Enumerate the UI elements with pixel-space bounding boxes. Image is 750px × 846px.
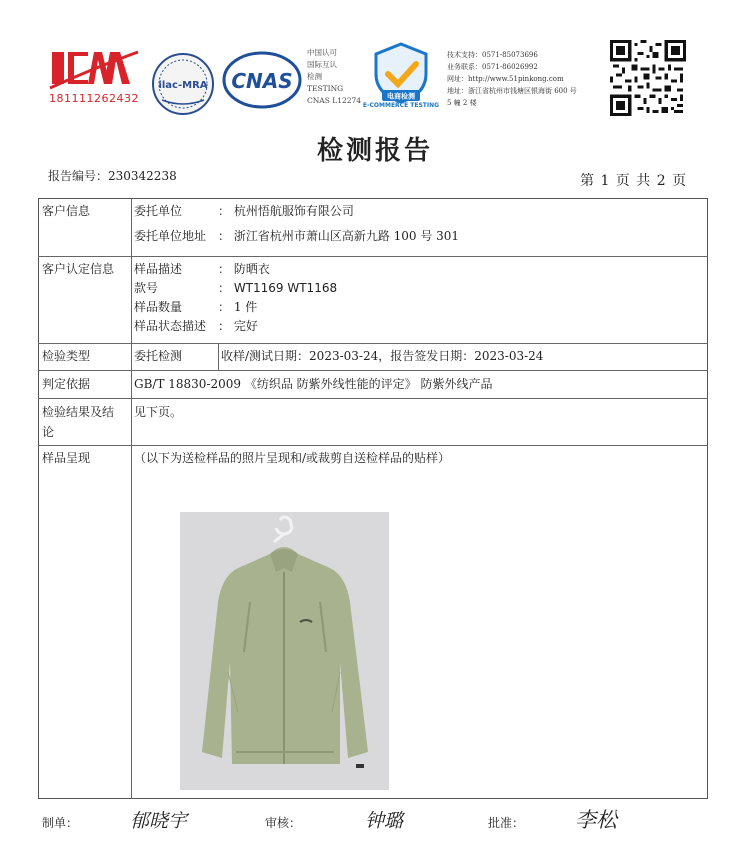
report-number: 报告编号：230342238 xyxy=(48,169,177,183)
sample-photo xyxy=(180,512,389,790)
row-divider xyxy=(38,445,708,446)
dates-value: 收样/测试日期：2023-03-24，报告签发日期：2023-03-24 xyxy=(221,349,544,363)
basis-label: 判定依据 xyxy=(42,377,91,391)
cnas-accreditation-text xyxy=(307,47,361,107)
cma-logo xyxy=(44,48,144,118)
client-address-key: 委托单位地址 xyxy=(134,229,207,243)
qr-code xyxy=(610,40,686,116)
sample-desc-value: ： 防晒衣 xyxy=(218,262,270,276)
header-logos xyxy=(0,30,750,120)
row-divider xyxy=(38,398,708,399)
result-value: 见下页。 xyxy=(134,405,183,419)
contact-line: 地址：浙江省杭州市钱塘区银海街 600 号 xyxy=(447,87,577,95)
reviewer-label: 审核： xyxy=(265,816,302,830)
contact-info xyxy=(447,49,577,109)
ecommerce-sub-label: E-COMMERCE TESTING xyxy=(362,102,440,109)
svg-text:ilac-MRA: ilac-MRA xyxy=(158,80,208,91)
contact-line: 5 幢 2 楼 xyxy=(447,99,477,107)
row-divider xyxy=(38,256,708,257)
column-divider xyxy=(218,343,219,370)
inspection-type-value: 委托检测 xyxy=(134,349,183,363)
page-number: 第 1 页 共 2 页 xyxy=(580,173,688,189)
client-unit-key: 委托单位 xyxy=(134,204,183,218)
reviewer-signature: 钟璐 xyxy=(365,810,404,832)
row-divider xyxy=(38,343,708,344)
contact-line: 网址：http://www.51pinkong.com xyxy=(447,75,564,83)
maker-label: 制单： xyxy=(42,816,79,830)
report-title: 检测报告 xyxy=(316,136,433,166)
svg-text:电商检测: 电商检测 xyxy=(387,92,415,101)
style-no-value: ： WT1169 WT1168 xyxy=(218,281,338,295)
client-info-label: 客户信息 xyxy=(42,204,91,218)
svg-text:CNAS: CNAS xyxy=(231,69,293,93)
cnas-info-line: 国际互认 xyxy=(307,60,337,69)
cnas-info-line: TESTING xyxy=(307,84,344,93)
ilac-mra-logo xyxy=(150,48,216,128)
sample-qty-value: ： 1 件 xyxy=(218,300,258,314)
row-divider xyxy=(38,370,708,371)
sample-state-value: ： 完好 xyxy=(218,319,258,333)
contact-line: 技术支持：0571-85073696 xyxy=(447,51,538,59)
inspection-type-label: 检验类型 xyxy=(42,349,91,363)
ecommerce-testing-logo xyxy=(368,40,434,106)
client-confirm-label: 客户认定信息 xyxy=(42,262,115,276)
style-no-key: 款号 xyxy=(134,281,159,295)
result-label-line1: 检验结果及结 xyxy=(42,405,115,419)
client-unit-value: ： 杭州悟航服饰有限公司 xyxy=(218,204,354,218)
sample-show-note: （以下为送检样品的照片呈现和/或裁剪自送检样品的贴样） xyxy=(134,451,451,465)
cnas-info-line: 检测 xyxy=(307,72,322,81)
cma-number: 181111262432 xyxy=(49,92,139,105)
result-label-line2: 论 xyxy=(42,425,55,439)
sample-desc-key: 样品描述 xyxy=(134,262,183,276)
contact-line: 业务联系：0571-86026992 xyxy=(447,63,538,71)
sample-qty-key: 样品数量 xyxy=(134,300,183,314)
basis-value: GB/T 18830-2009 《纺织品 防紫外线性能的评定》 防紫外线产品 xyxy=(134,377,493,391)
column-divider xyxy=(131,198,132,799)
maker-signature: 郁晓宇 xyxy=(130,810,188,832)
cnas-logo xyxy=(222,50,302,110)
approver-signature: 李松 xyxy=(575,808,617,832)
cnas-info-line: 中国认可 xyxy=(307,48,337,57)
approver-label: 批准： xyxy=(488,816,525,830)
cnas-info-line: CNAS L12274 xyxy=(307,96,362,105)
client-address-value: ： 浙江省杭州市萧山区高新九路 100 号 301 xyxy=(218,229,460,243)
sample-state-key: 样品状态描述 xyxy=(134,319,207,333)
sample-show-label: 样品呈现 xyxy=(42,451,91,465)
